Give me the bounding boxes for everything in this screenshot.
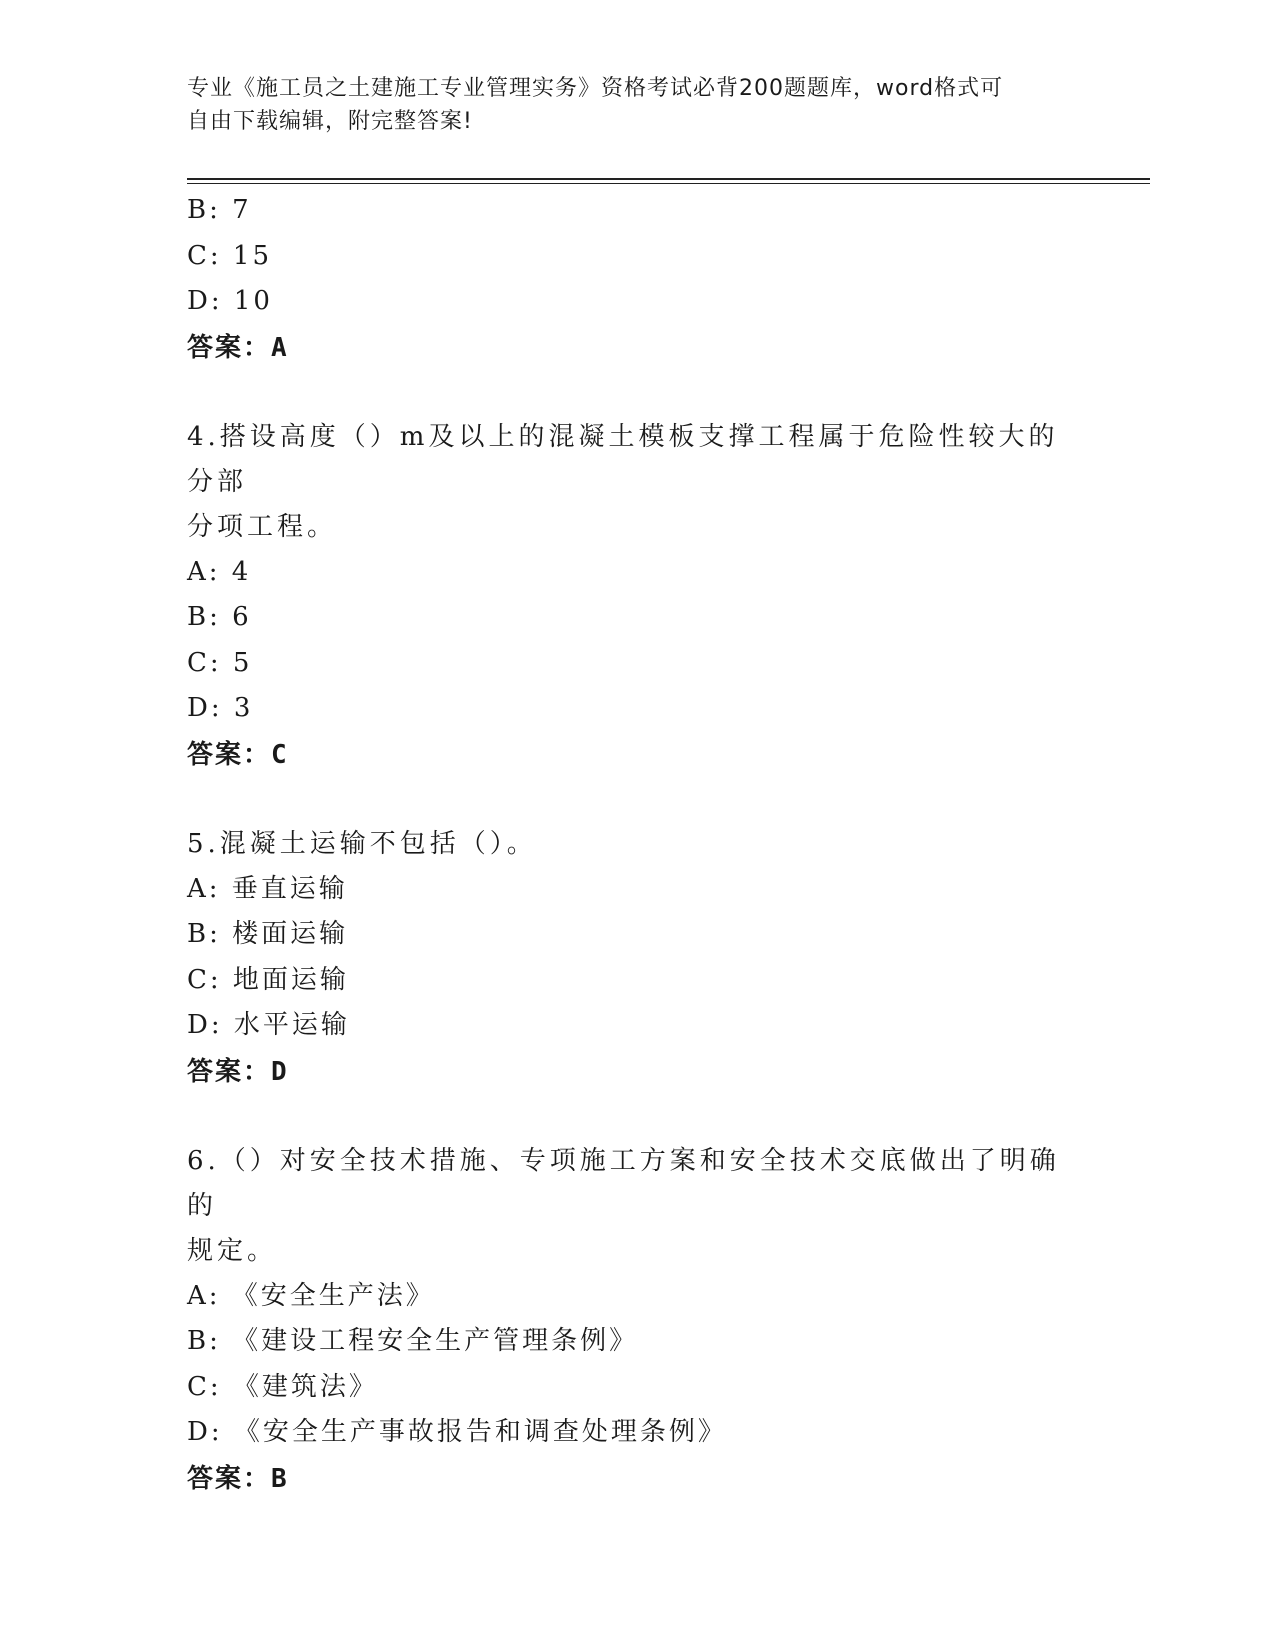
question-3 [187, 188, 1087, 371]
header-line-2: 自由下载编辑，附完整答案! [187, 109, 473, 134]
q3-answer: 答案：A [187, 332, 289, 363]
q3-option-d: D: 10 [187, 286, 273, 316]
header-divider-thin [187, 183, 1150, 184]
q4-option-c: C: 5 [187, 647, 253, 678]
q6-option-c: C: 《建筑法》 [187, 1371, 378, 1402]
question-4 [187, 415, 1087, 778]
question-spacer [187, 778, 1087, 822]
q3-option-c: C: 15 [187, 240, 273, 271]
question-6 [187, 1139, 1087, 1502]
q4-stem-line-2: 分项工程。 [187, 511, 338, 542]
q6-option-a: A: 《安全生产法》 [187, 1280, 435, 1311]
q4-option-a: A: 4 [187, 556, 252, 587]
header-line-1: 专业《施工员之土建施工专业管理实务》资格考试必背200题题库，word格式可 [187, 76, 1004, 101]
q4-stem-line-1: 4.搭设高度（）m及以上的混凝土模板支撑工程属于危险性较大的分部 [187, 421, 1059, 497]
q5-option-c: C: 地面运输 [187, 964, 349, 995]
question-list [187, 188, 1087, 1502]
q4-answer: 答案：C [187, 739, 289, 770]
q4-option-b: B: 6 [187, 602, 252, 632]
q6-stem-line-2: 规定。 [187, 1235, 278, 1266]
q6-option-b: B: 《建设工程安全生产管理条例》 [187, 1326, 639, 1356]
q5-option-a: A: 垂直运输 [187, 873, 348, 904]
q4-option-d: D: 3 [187, 693, 254, 723]
q6-option-d: D: 《安全生产事故报告和调查处理条例》 [187, 1417, 727, 1447]
page-header [187, 72, 1067, 138]
question-5 [187, 822, 1087, 1095]
q5-option-d: D: 水平运输 [187, 1010, 350, 1040]
question-spacer [187, 371, 1087, 415]
q3-option-b: B: 7 [187, 195, 252, 225]
q6-answer: 答案：B [187, 1463, 289, 1494]
question-spacer [187, 1095, 1087, 1139]
header-divider-thick [187, 178, 1150, 180]
q5-answer: 答案：D [187, 1056, 289, 1087]
q5-stem-line-1: 5.混凝土运输不包括（）。 [187, 828, 537, 859]
q5-option-b: B: 楼面运输 [187, 919, 349, 949]
q6-stem-line-1: 6.（）对安全技术措施、专项施工方案和安全技术交底做出了明确的 [187, 1145, 1060, 1221]
